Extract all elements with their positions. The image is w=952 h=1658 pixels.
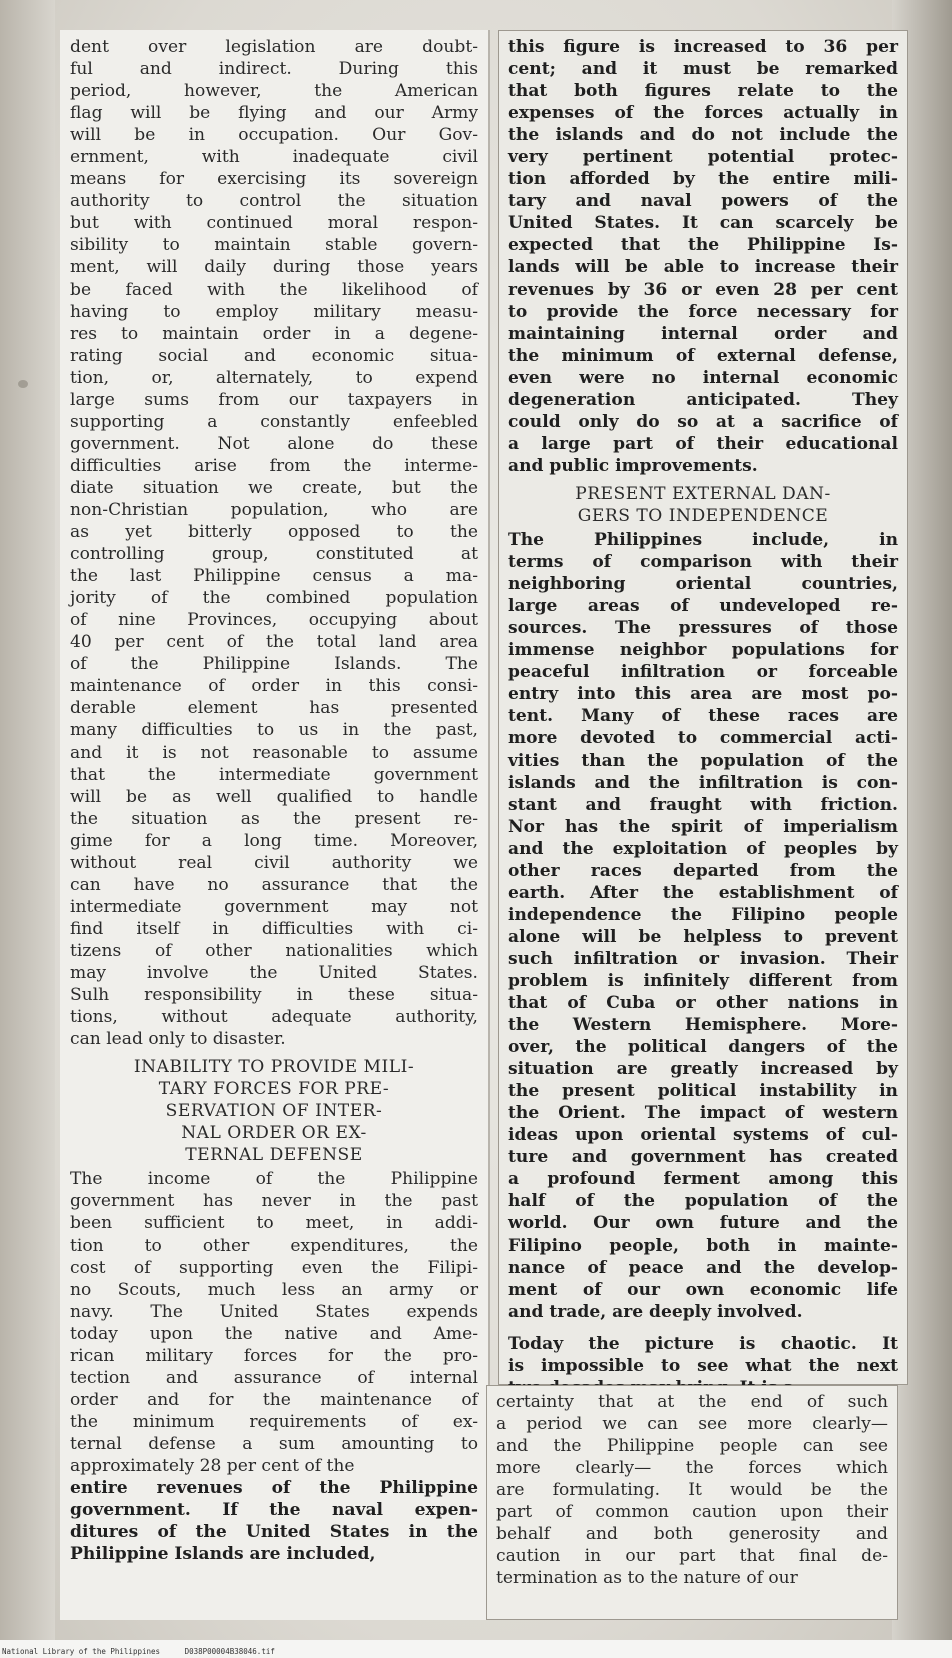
text-line: rican military forces for the pro- — [70, 1345, 478, 1366]
text-line: large areas of undeveloped re- — [508, 596, 898, 617]
text-line: behalf and both generosity and — [496, 1524, 888, 1545]
text-line: of nine Provinces, occupying about — [70, 610, 478, 631]
text-line: certainty that at the end of such — [496, 1392, 888, 1412]
text-line: could only do so at a sacrifice of — [508, 411, 898, 432]
text-line: can have no assurance that the — [70, 874, 478, 895]
text-line: ernment, with inadequate civil — [70, 147, 478, 168]
text-line: expected that the Philippine Is- — [508, 235, 898, 256]
text-line: cent; and it must be remarked — [508, 59, 898, 80]
text-line: that of Cuba or other nations in — [508, 993, 898, 1014]
text-line: TARY FORCES FOR PRE- — [158, 1079, 390, 1100]
text-line: tion afforded by the entire mili- — [508, 169, 898, 190]
text-line: government. Not alone do these — [70, 433, 478, 454]
text-line: tion, or, alternately, to expend — [70, 367, 478, 388]
text-line: very pertinent potential protec- — [508, 147, 898, 168]
text-line: the Western Hemisphere. More- — [508, 1015, 898, 1036]
text-line: part of common caution upon their — [496, 1502, 888, 1523]
left-column — [60, 30, 488, 1569]
text-line: GERS TO INDEPENDENCE — [577, 505, 829, 526]
text-line: government. If the naval expen- — [70, 1500, 478, 1521]
text-line: alone will be helpless to prevent — [508, 926, 898, 947]
text-line: Philippine Islands are included, — [70, 1544, 376, 1565]
text-line: sibility to maintain stable govern- — [70, 235, 478, 256]
footer-file-id: D038P00004B38046.tif — [184, 1647, 275, 1656]
text-line: the minimum requirements of ex- — [70, 1411, 478, 1432]
text-line: sources. The pressures of those — [508, 618, 898, 639]
text-line: without real civil authority we — [70, 852, 478, 873]
text-line: independence the Filipino people — [508, 904, 898, 925]
text-line: difficulties arise from the interme- — [70, 455, 478, 476]
text-line: are formulating. It would be the — [496, 1480, 888, 1501]
text-line: Nor has the spirit of imperialism — [508, 816, 898, 837]
text-line: SERVATION OF INTER- — [165, 1101, 383, 1122]
text-line: and it is not reasonable to assume — [70, 742, 478, 763]
text-line: neighboring oriental countries, — [508, 574, 898, 595]
text-line: and public improvements. — [508, 455, 758, 476]
text-line: but with continued moral respon- — [70, 213, 478, 234]
text-line: derable element has presented — [70, 698, 478, 719]
text-line: will be as well qualified to handle — [70, 786, 478, 807]
text-line: means for exercising its sovereign — [70, 169, 478, 190]
text-line: even were no internal economic — [508, 367, 898, 388]
left-paragraph-1 — [70, 36, 478, 1050]
text-line: a profound ferment among this — [508, 1169, 898, 1190]
text-line: cost of supporting even the Filipi- — [70, 1257, 478, 1278]
right-section-heading — [508, 483, 898, 527]
text-line: ment, will daily during those years — [70, 257, 478, 278]
text-line: world. Our own future and the — [508, 1213, 898, 1234]
text-line: TERNAL DEFENSE — [185, 1145, 363, 1166]
text-line: intermediate government may not — [70, 896, 478, 917]
text-line: is impossible to see what the next — [508, 1355, 898, 1376]
text-line: maintaining internal order and — [508, 323, 898, 344]
text-line: that the intermediate government — [70, 764, 478, 785]
text-line: more clearly— the forces which — [496, 1458, 888, 1479]
text-line: islands and the infiltration is con- — [508, 772, 898, 793]
text-line: earth. After the establishment of — [508, 882, 898, 903]
text-line: will be in occupation. Our Gov- — [70, 125, 478, 146]
text-line: dent over legislation are doubt- — [70, 37, 478, 57]
text-line: entire revenues of the Philippine — [70, 1478, 478, 1499]
text-line: degeneration anticipated. They — [508, 389, 898, 410]
text-line: Sulh responsibility in these situa- — [70, 985, 478, 1006]
text-line: tion to other expenditures, the — [70, 1235, 478, 1256]
right-column-top — [498, 30, 908, 1403]
text-line: gime for a long time. Moreover, — [70, 830, 478, 851]
text-line: flag will be flying and our Army — [70, 103, 478, 124]
text-line: the present political instability in — [508, 1081, 898, 1102]
text-line: non-Christian population, who are — [70, 499, 478, 520]
text-line: the last Philippine census a ma- — [70, 566, 478, 587]
text-line: lands will be able to increase their — [508, 257, 898, 278]
ink-smudge — [18, 380, 28, 388]
text-line: order and for the maintenance of — [70, 1389, 478, 1410]
text-line: this figure is increased to 36 per — [508, 37, 898, 57]
text-line: as yet bitterly opposed to the — [70, 522, 478, 543]
text-line: today upon the native and Ame- — [70, 1323, 478, 1344]
text-line: revenues by 36 or even 28 per cent — [508, 279, 898, 300]
left-paragraph-2-bold — [70, 1477, 478, 1565]
text-line: and the Philippine people can see — [496, 1436, 888, 1457]
text-line: peaceful infiltration or forceable — [508, 662, 898, 683]
text-line: may involve the United States. — [70, 962, 478, 983]
text-line: nance of peace and the develop- — [508, 1257, 898, 1278]
text-line: and trade, are deeply involved. — [508, 1301, 803, 1322]
text-line: supporting a constantly enfeebled — [70, 411, 478, 432]
text-line: can lead only to disaster. — [70, 1029, 286, 1050]
text-line: caution in our part that final de- — [496, 1546, 888, 1567]
text-line: that both figures relate to the — [508, 81, 898, 102]
text-line: other races departed from the — [508, 860, 898, 881]
text-line: The Philippines include, in — [508, 530, 898, 551]
text-line: situation are greatly increased by — [508, 1059, 898, 1080]
text-line: expenses of the forces actually in — [508, 103, 898, 124]
scan-footer — [2, 1647, 295, 1656]
text-line: immense neighbor populations for — [508, 640, 898, 661]
text-line: NAL ORDER OR EX- — [181, 1123, 367, 1144]
text-line: controlling group, constituted at — [70, 544, 478, 565]
text-line: ternal defense a sum amounting to — [70, 1433, 478, 1454]
text-line: Today the picture is chaotic. It — [508, 1333, 898, 1354]
text-line: problem is infinitely different from — [508, 970, 898, 991]
right-paragraph-1 — [508, 36, 898, 477]
footer-library: National Library of the Philippines — [2, 1647, 161, 1656]
right-paragraph-4 — [496, 1391, 888, 1589]
footer-strip — [0, 1640, 952, 1658]
text-line: tions, without adequate authority, — [70, 1007, 478, 1028]
text-line: tent. Many of these races are — [508, 706, 898, 727]
text-line: The income of the Philippine — [70, 1169, 478, 1190]
text-line: ful and indirect. During this — [70, 59, 478, 80]
text-line: the minimum of external defense, — [508, 345, 898, 366]
text-line: United States. It can scarcely be — [508, 213, 898, 234]
text-line: the islands and do not include the — [508, 125, 898, 146]
page-edge-left — [0, 0, 55, 1640]
text-line: ture and government has created — [508, 1147, 898, 1168]
paragraph-gap — [508, 1323, 898, 1333]
text-line: period, however, the American — [70, 81, 478, 102]
text-line: PRESENT EXTERNAL DAN- — [575, 483, 831, 504]
text-line: res to maintain order in a degene- — [70, 323, 478, 344]
text-line: Filipino people, both in mainte- — [508, 1235, 898, 1256]
text-line: many difficulties to us in the past, — [70, 720, 478, 741]
text-line: ideas upon oriental systems of cul- — [508, 1125, 898, 1146]
text-line: more devoted to commercial acti- — [508, 728, 898, 749]
text-line: entry into this area are most po- — [508, 684, 898, 705]
text-line: no Scouts, much less an army or — [70, 1279, 478, 1300]
text-line: vities than the population of the — [508, 750, 898, 771]
text-line: 40 per cent of the total land area — [70, 632, 478, 653]
text-line: diate situation we create, but the — [70, 477, 478, 498]
text-line: a period we can see more clearly— — [496, 1414, 888, 1435]
text-line: the Orient. The impact of western — [508, 1103, 898, 1124]
right-clipping-bottom — [486, 1385, 898, 1620]
text-line: ditures of the United States in the — [70, 1522, 478, 1543]
text-line: having to employ military measu- — [70, 301, 478, 322]
text-line: navy. The United States expends — [70, 1301, 478, 1322]
text-line: and the exploitation of peoples by — [508, 838, 898, 859]
text-line: half of the population of the — [508, 1191, 898, 1212]
left-section-heading — [70, 1056, 478, 1166]
text-line: be faced with the likelihood of — [70, 279, 478, 300]
text-line: approximately 28 per cent of the — [70, 1456, 355, 1476]
text-line: maintenance of order in this consi- — [70, 676, 478, 697]
text-line: to provide the force necessary for — [508, 301, 898, 322]
text-line: large sums from our taxpayers in — [70, 389, 478, 410]
text-line: a large part of their educational — [508, 433, 898, 454]
text-line: jority of the combined population — [70, 588, 478, 609]
text-line: stant and fraught with friction. — [508, 794, 898, 815]
text-line: of the Philippine Islands. The — [70, 654, 478, 675]
right-paragraph-2 — [508, 529, 898, 1323]
left-clipping — [60, 30, 488, 1620]
text-line: INABILITY TO PROVIDE MILI- — [133, 1057, 415, 1078]
text-line: tizens of other nationalities which — [70, 940, 478, 961]
text-line: tary and naval powers of the — [508, 191, 898, 212]
text-line: terms of comparison with their — [508, 552, 898, 573]
text-line: government has never in the past — [70, 1191, 478, 1212]
right-column-bottom — [486, 1385, 898, 1593]
text-line: rating social and economic situa- — [70, 345, 478, 366]
right-clipping-top — [498, 30, 908, 1385]
text-line: been sufficient to meet, in addi- — [70, 1213, 478, 1234]
text-line: over, the political dangers of the — [508, 1037, 898, 1058]
text-line: authority to control the situation — [70, 191, 478, 212]
text-line: find itself in difficulties with ci- — [70, 918, 478, 939]
text-line: the situation as the present re- — [70, 808, 478, 829]
text-line: tection and assurance of internal — [70, 1367, 478, 1388]
left-paragraph-2 — [70, 1168, 478, 1477]
text-line: termination as to the nature of our — [496, 1568, 798, 1589]
text-line: ment of our own economic life — [508, 1279, 898, 1300]
text-line: such infiltration or invasion. Their — [508, 948, 898, 969]
